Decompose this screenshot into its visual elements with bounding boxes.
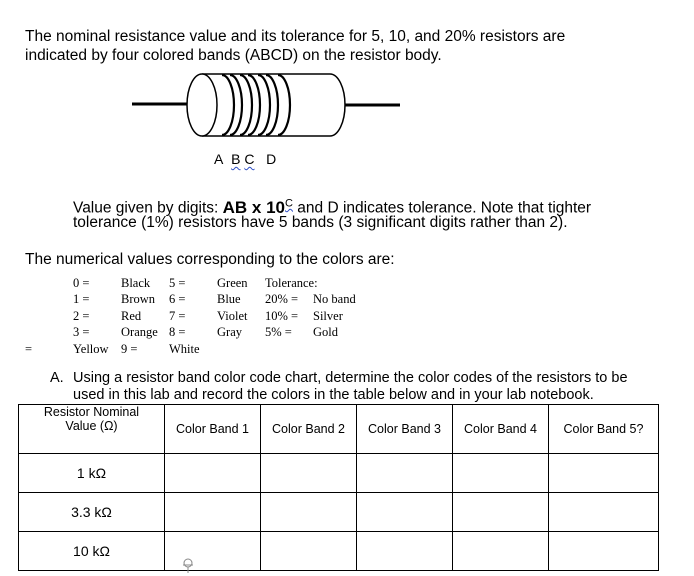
table-row [19,532,659,571]
code-2-name: Red [121,309,142,323]
band-label-a: A [214,151,224,167]
formula-expression: AB x 10 [222,197,286,217]
intro-line-1: The nominal resistance value and its tolerance for 5, 10, and 20% resistors are [25,28,566,45]
formula-prefix: Value given by digits: [73,199,219,217]
code-8-name: Gray [217,325,242,339]
resistor-end-cap [187,74,217,136]
anchor-icon [180,556,196,574]
band-label-c: C [244,151,255,167]
cell-band-5[interactable] [549,532,659,571]
code-5-name: Green [217,276,248,290]
code-5-num: 5 = [169,276,186,290]
cell-band-2[interactable] [261,454,357,493]
table-row [19,493,659,532]
code-4-num: = [25,342,33,356]
tolerance-1-pct: 10% = [265,309,299,323]
cell-band-1[interactable] [165,493,261,532]
cell-band-3[interactable] [357,493,453,532]
cell-band-3[interactable] [357,532,453,571]
header-resistor-value-line-1: Resistor Nominal [43,405,140,419]
code-0-num: 0 = [73,276,90,290]
colors-heading: The numerical values corresponding to the colors are: [25,251,395,268]
task-line-2: used in this lab and record the colors in the table below and in your lab notebook. [73,387,594,403]
code-7-name: Violet [217,309,248,323]
formula-line-2: tolerance (1%) resistors have 5 bands (3 significant digits rather than 2). [73,214,568,231]
cell-band-4[interactable] [453,532,549,571]
tolerance-0-name: No band [313,292,356,306]
table-row [19,454,659,493]
cell-band-4[interactable] [453,454,549,493]
header-color-band-2: Color Band 2 [261,405,357,454]
intro-line-2: indicated by four colored bands (ABCD) on the resistor body. [25,47,442,64]
cell-band-2[interactable] [261,532,357,571]
header-color-band-3: Color Band 3 [357,405,453,454]
header-color-band-5: Color Band 5? [549,405,659,454]
header-color-band-4: Color Band 4 [453,405,549,454]
cell-band-2[interactable] [261,493,357,532]
tolerance-1-name: Silver [313,309,343,323]
code-9-name: White [169,342,200,356]
cell-band-1[interactable] [165,454,261,493]
tolerance-2-pct: 5% = [265,325,292,339]
band-label-b: B [231,151,241,167]
cell-band-5[interactable] [549,493,659,532]
resistor-diagram [0,0,694,160]
tolerance-heading: Tolerance: [265,276,318,290]
row-value-1: 1 kΩ [19,454,165,493]
band-label-d: D [266,151,277,167]
code-1-name: Brown [121,292,156,306]
task-marker: A. [50,370,64,386]
code-1-num: 1 = [73,292,90,306]
header-color-band-1: Color Band 1 [165,405,261,454]
code-7-num: 7 = [169,309,186,323]
cell-band-5[interactable] [549,454,659,493]
code-4-name: Yellow [73,342,109,356]
band-labels [214,151,276,167]
code-6-num: 6 = [169,292,186,306]
header-resistor-value-line-2: Value (Ω) [65,419,118,433]
code-9-num: 9 = [121,342,138,356]
cell-band-3[interactable] [357,454,453,493]
code-2-num: 2 = [73,309,90,323]
code-8-num: 8 = [169,325,186,339]
tolerance-2-name: Gold [313,325,338,339]
formula-exponent: C [285,197,293,209]
resistor-color-table [18,404,659,571]
cell-band-4[interactable] [453,493,549,532]
code-6-name: Blue [217,292,241,306]
tolerance-0-pct: 20% = [265,292,299,306]
table-header-row [19,405,659,454]
row-value-3: 10 kΩ [19,532,165,571]
formula-suffix: and D indicates tolerance. Note that tighter [297,199,592,217]
code-3-name: Orange [121,325,158,339]
code-0-name: Black [121,276,151,290]
cell-band-1[interactable] [165,532,261,571]
code-3-num: 3 = [73,325,90,339]
task-line-1: Using a resistor band color code chart, determine the color codes of the resistors to be [73,370,628,386]
header-resistor-value [19,405,165,454]
row-value-2: 3.3 kΩ [19,493,165,532]
